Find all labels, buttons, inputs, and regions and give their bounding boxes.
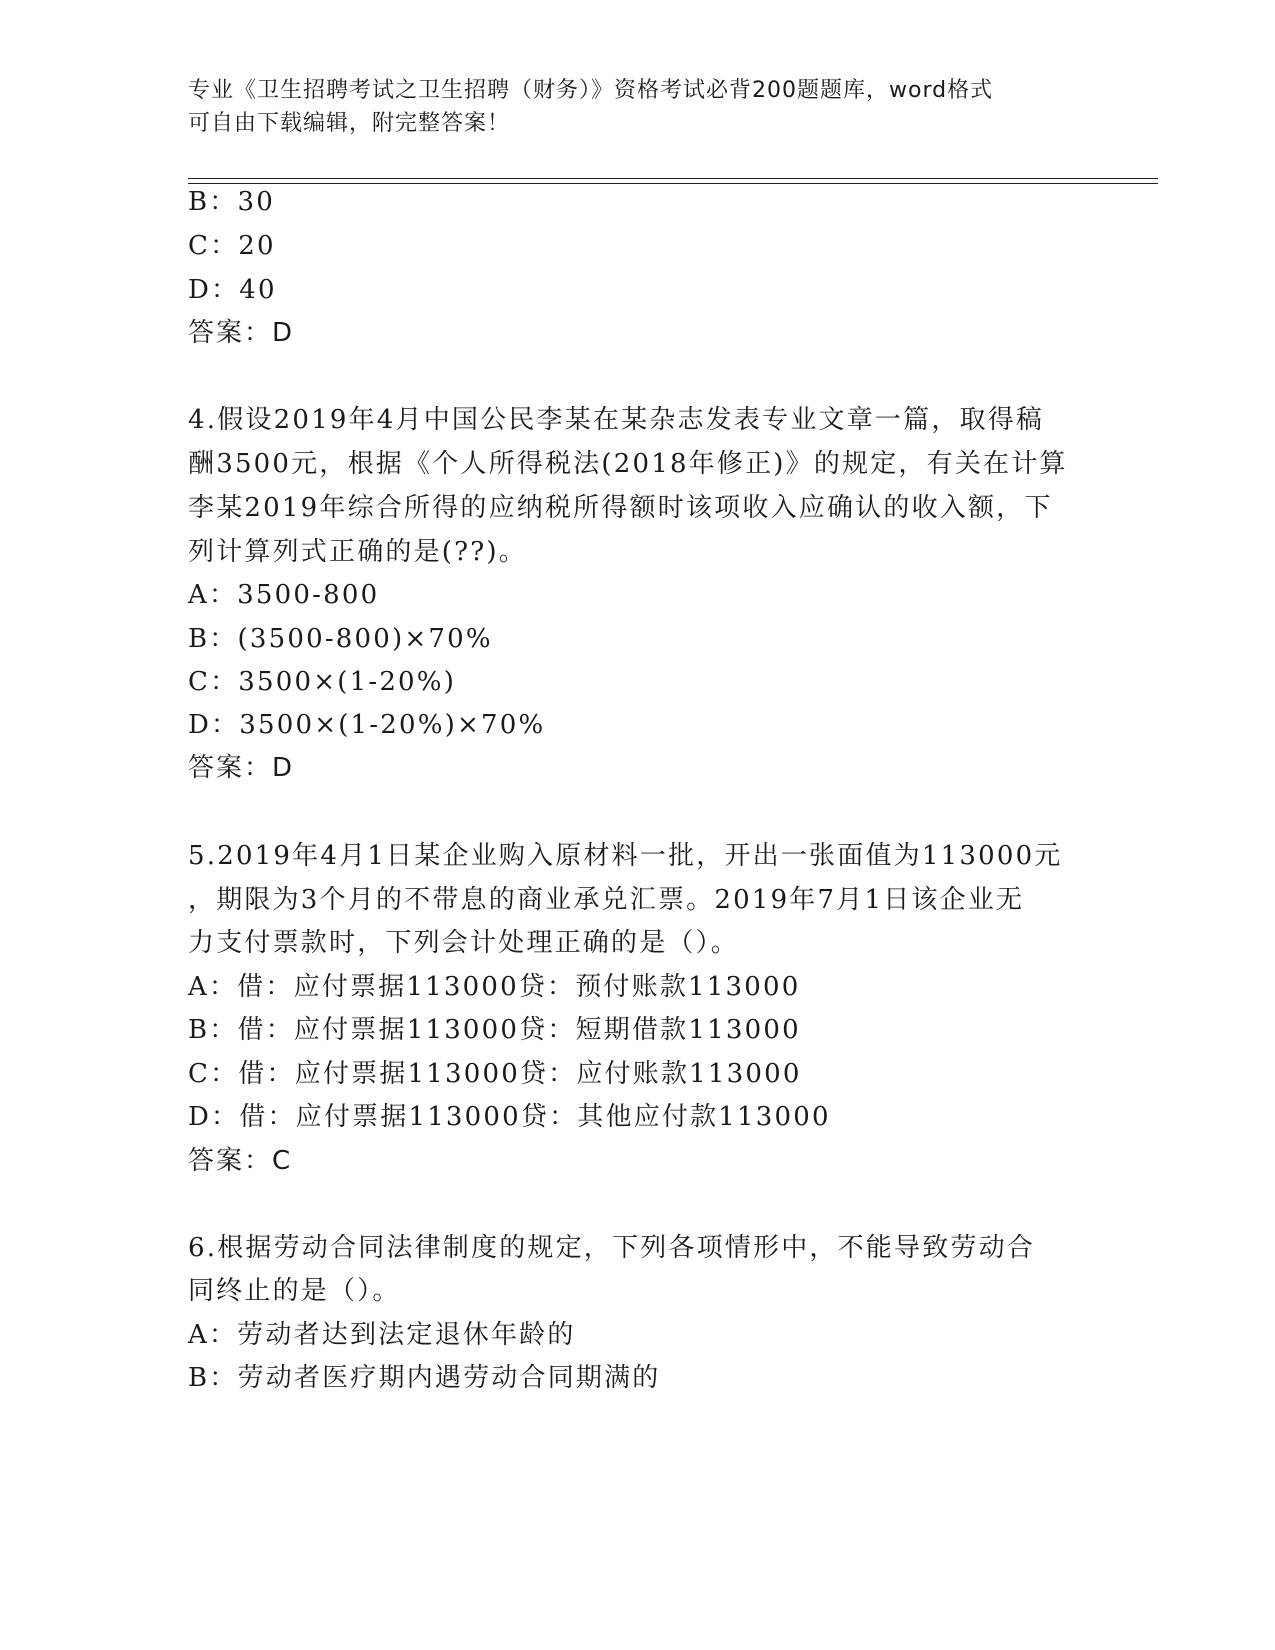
- q5-stem-line-1: 5.2019年4月1日某企业购入原材料一批，开出一张面值为113000元: [188, 841, 1063, 871]
- q3-option-b: B：30: [188, 187, 275, 217]
- q4-option-a: A：3500-800: [188, 580, 380, 610]
- q4-option-c: C：3500×(1-20%): [188, 667, 457, 697]
- q4-stem-line-1: 4.假设2019年4月中国公民李某在某杂志发表专业文章一篇，取得稿: [188, 405, 1045, 435]
- q5-answer: 答案：C: [188, 1146, 293, 1176]
- q5-option-a: A：借：应付票据113000贷：预付账款113000: [188, 972, 801, 1002]
- q4-option-b: B：(3500-800)×70%: [188, 624, 493, 654]
- q6-option-a: A：劳动者达到法定退休年龄的: [188, 1320, 576, 1350]
- q6-stem-line-1: 6.根据劳动合同法律制度的规定，下列各项情形中，不能导致劳动合: [188, 1233, 1036, 1263]
- q6-stem-line-2: 同终止的是（）。: [188, 1276, 401, 1306]
- header-title-line-2: 可自由下载编辑，附完整答案！: [188, 111, 511, 136]
- q3-answer: 答案：D: [188, 318, 295, 348]
- header-divider-top: [188, 178, 1158, 179]
- document-header: [188, 74, 1068, 140]
- q4-option-d: D：3500×(1-20%)×70%: [188, 710, 546, 740]
- header-title-line-1: 专业《卫生招聘考试之卫生招聘（财务）》资格考试必背200题题库，word格式: [188, 78, 994, 103]
- q5-stem-line-2: ，期限为3个月的不带息的商业承兑汇票。2019年7月1日该企业无: [188, 885, 1025, 915]
- q4-stem-line-2: 酬3500元，根据《个人所得税法(2018年修正)》的规定，有关在计算: [188, 449, 1068, 479]
- q3-option-d: D：40: [188, 275, 277, 305]
- q6-option-b: B：劳动者医疗期内遇劳动合同期满的: [188, 1363, 661, 1393]
- q5-option-d: D：借：应付票据113000贷：其他应付款113000: [188, 1102, 831, 1132]
- q5-stem-line-3: 力支付票款时，下列会计处理正确的是（）。: [188, 928, 740, 958]
- q3-option-c: C：20: [188, 231, 276, 261]
- q5-option-c: C：借：应付票据113000贷：应付账款113000: [188, 1059, 802, 1089]
- header-divider-bottom: [188, 183, 1158, 184]
- q4-stem-line-4: 列计算列式正确的是(??)。: [188, 537, 527, 567]
- q5-option-b: B：借：应付票据113000贷：短期借款113000: [188, 1015, 801, 1045]
- q4-stem-line-3: 李某2019年综合所得的应纳税所得额时该项收入应确认的收入额，下: [188, 493, 1053, 523]
- q4-answer: 答案：D: [188, 753, 295, 783]
